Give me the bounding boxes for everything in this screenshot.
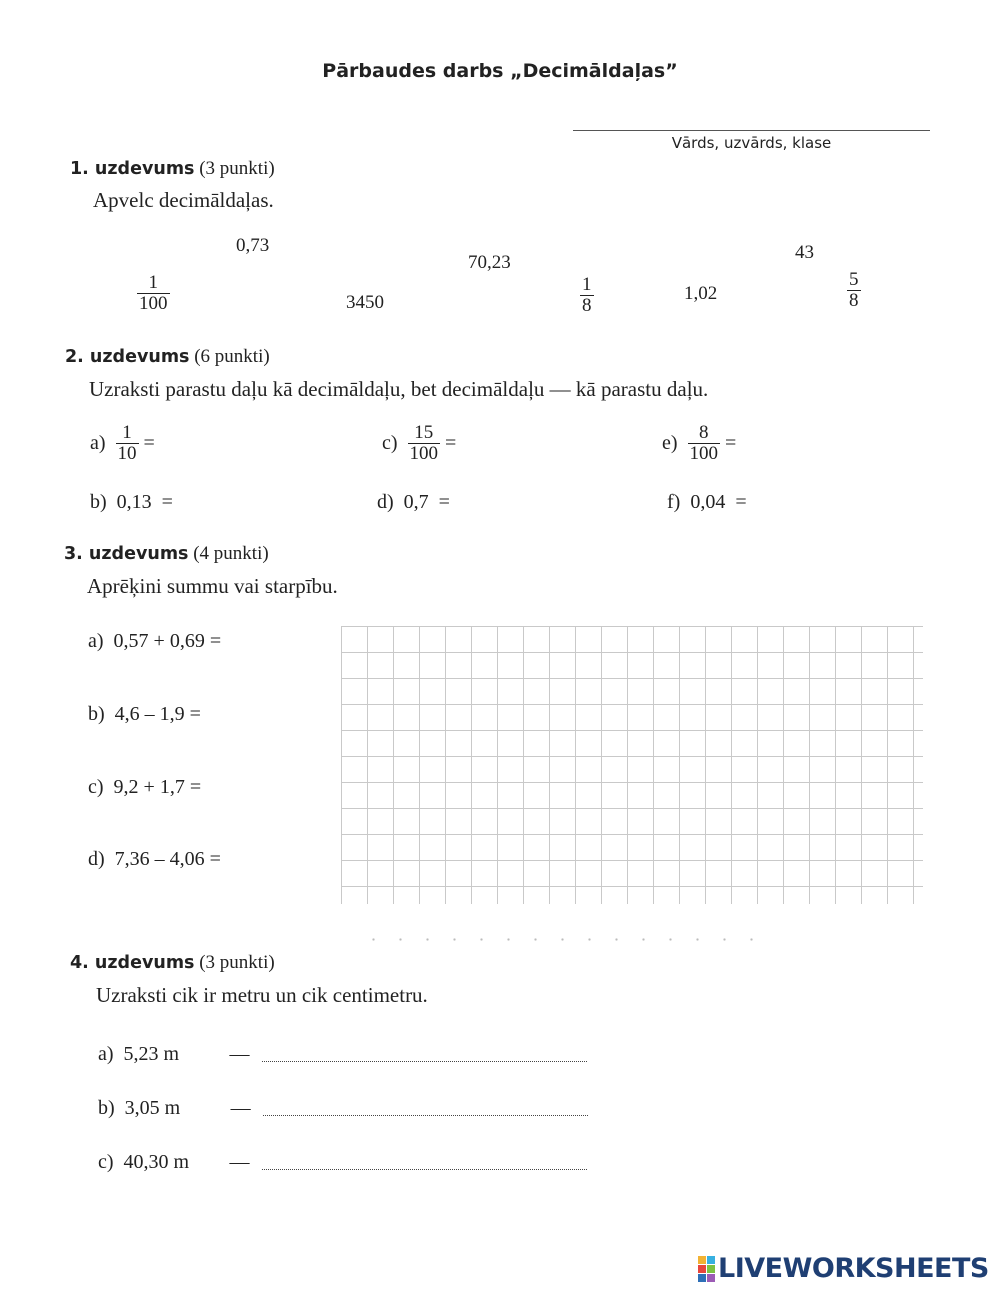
dash: — (230, 1097, 251, 1119)
numerator: 15 (414, 422, 434, 443)
task2-points: (6 punkti) (189, 346, 270, 367)
task4-points: (3 punkti) (194, 952, 275, 973)
logo-tile (698, 1256, 706, 1264)
denominator: 8 (849, 290, 859, 311)
item-expression: 4,6 – 1,9 = (114, 703, 201, 725)
denominator: 100 (139, 293, 168, 314)
task4-instruction: Uzraksti cik ir metru un cik centimetru. (96, 983, 428, 1007)
task4-number: 4. uzdevums (70, 953, 195, 973)
item-value: 0,04 (690, 491, 726, 513)
task3-number: 3. uzdevums (64, 544, 189, 564)
logo-tile (698, 1265, 706, 1273)
item-label: f) (667, 491, 681, 513)
task2-item (90, 423, 155, 464)
item-value: 40,30 m (123, 1151, 190, 1173)
task1-fraction-option[interactable] (580, 275, 594, 316)
page-title: Pārbaudes darbs „Decimāldaļas” (322, 60, 678, 82)
logo-tile (707, 1256, 715, 1264)
name-label: Vārds, uzvārds, klase (671, 134, 832, 152)
numerator: 5 (849, 269, 859, 290)
item-label: d) (377, 491, 394, 513)
item-value: 0,13 (116, 491, 152, 513)
equals-sign: = (725, 432, 737, 454)
item-label: b) (90, 491, 107, 513)
logo-text: LIVEWORKSHEETS (718, 1253, 989, 1284)
task1-number-option[interactable]: 3450 (346, 292, 384, 313)
task2-item (382, 423, 456, 464)
item-label: c) (98, 1151, 114, 1173)
task2-item (662, 423, 736, 464)
calculation-grid[interactable] (335, 620, 923, 904)
dotted-divider (360, 938, 770, 941)
equals-sign: = (445, 432, 457, 454)
denominator: 10 (117, 443, 137, 464)
item-value: 5,23 m (123, 1043, 180, 1065)
item-label: a) (88, 630, 104, 652)
item-label: c) (382, 432, 398, 454)
task1-fraction-option[interactable] (137, 273, 170, 314)
item-label: a) (90, 432, 106, 454)
task3-points: (4 punkti) (188, 543, 269, 564)
task1-fraction-option[interactable] (847, 270, 861, 311)
logo-mark-icon (698, 1256, 715, 1282)
task3-item (88, 703, 201, 726)
denominator: 100 (409, 443, 439, 464)
task3-heading (64, 543, 269, 565)
task1-heading (70, 158, 275, 180)
numerator: 1 (148, 272, 158, 293)
task2-heading (65, 346, 270, 368)
logo-tile (707, 1274, 715, 1282)
numerator: 8 (699, 422, 709, 443)
item-label: e) (662, 432, 678, 454)
task2-item (667, 491, 747, 514)
item-label: c) (88, 776, 104, 798)
task2-item (377, 491, 450, 514)
task4-item (98, 1097, 588, 1120)
task1-instruction: Apvelc decimāldaļas. (93, 188, 274, 212)
answer-line[interactable] (262, 1155, 587, 1170)
equals-sign: = (735, 491, 747, 513)
task1-number: 1. uzdevums (70, 159, 195, 179)
task1-number-option[interactable]: 0,73 (236, 235, 270, 256)
task1-points: (3 punkti) (194, 158, 275, 179)
answer-line[interactable] (263, 1101, 588, 1116)
task2-instruction: Uzraksti parastu daļu kā decimāldaļu, bet decimāldaļu — kā parastu daļu. (89, 377, 709, 401)
item-label: b) (98, 1097, 115, 1119)
numerator: 1 (122, 422, 132, 443)
denominator: 100 (689, 443, 719, 464)
item-expression: 7,36 – 4,06 = (114, 848, 221, 870)
task2-number: 2. uzdevums (65, 347, 190, 367)
dash: — (229, 1151, 250, 1173)
item-expression: 0,57 + 0,69 = (113, 630, 222, 652)
task4-item (98, 1151, 587, 1174)
task1-number-option[interactable]: 1,02 (684, 283, 718, 304)
task3-item (88, 630, 221, 653)
liveworksheets-logo (698, 1253, 989, 1284)
numerator: 1 (582, 274, 592, 295)
equals-sign: = (161, 491, 173, 513)
logo-tile (698, 1274, 706, 1282)
equals-sign: = (143, 432, 155, 454)
item-label: b) (88, 703, 105, 725)
task3-instruction: Aprēķini summu vai starpību. (87, 574, 338, 598)
task4-heading (70, 952, 275, 974)
item-expression: 9,2 + 1,7 = (113, 776, 202, 798)
dash: — (229, 1043, 250, 1065)
task3-item (88, 848, 221, 871)
logo-tile (707, 1265, 715, 1273)
equals-sign: = (438, 491, 450, 513)
item-value: 3,05 m (124, 1097, 181, 1119)
task1-number-option[interactable]: 43 (795, 242, 814, 263)
task2-item (90, 491, 173, 514)
task4-item (98, 1043, 587, 1066)
denominator: 8 (582, 295, 592, 316)
item-label: d) (88, 848, 105, 870)
item-value: 0,7 (403, 491, 429, 513)
task1-number-option[interactable]: 70,23 (468, 252, 511, 273)
item-label: a) (98, 1043, 114, 1065)
task3-item (88, 776, 201, 799)
answer-line[interactable] (262, 1047, 587, 1062)
name-line[interactable] (573, 130, 930, 131)
